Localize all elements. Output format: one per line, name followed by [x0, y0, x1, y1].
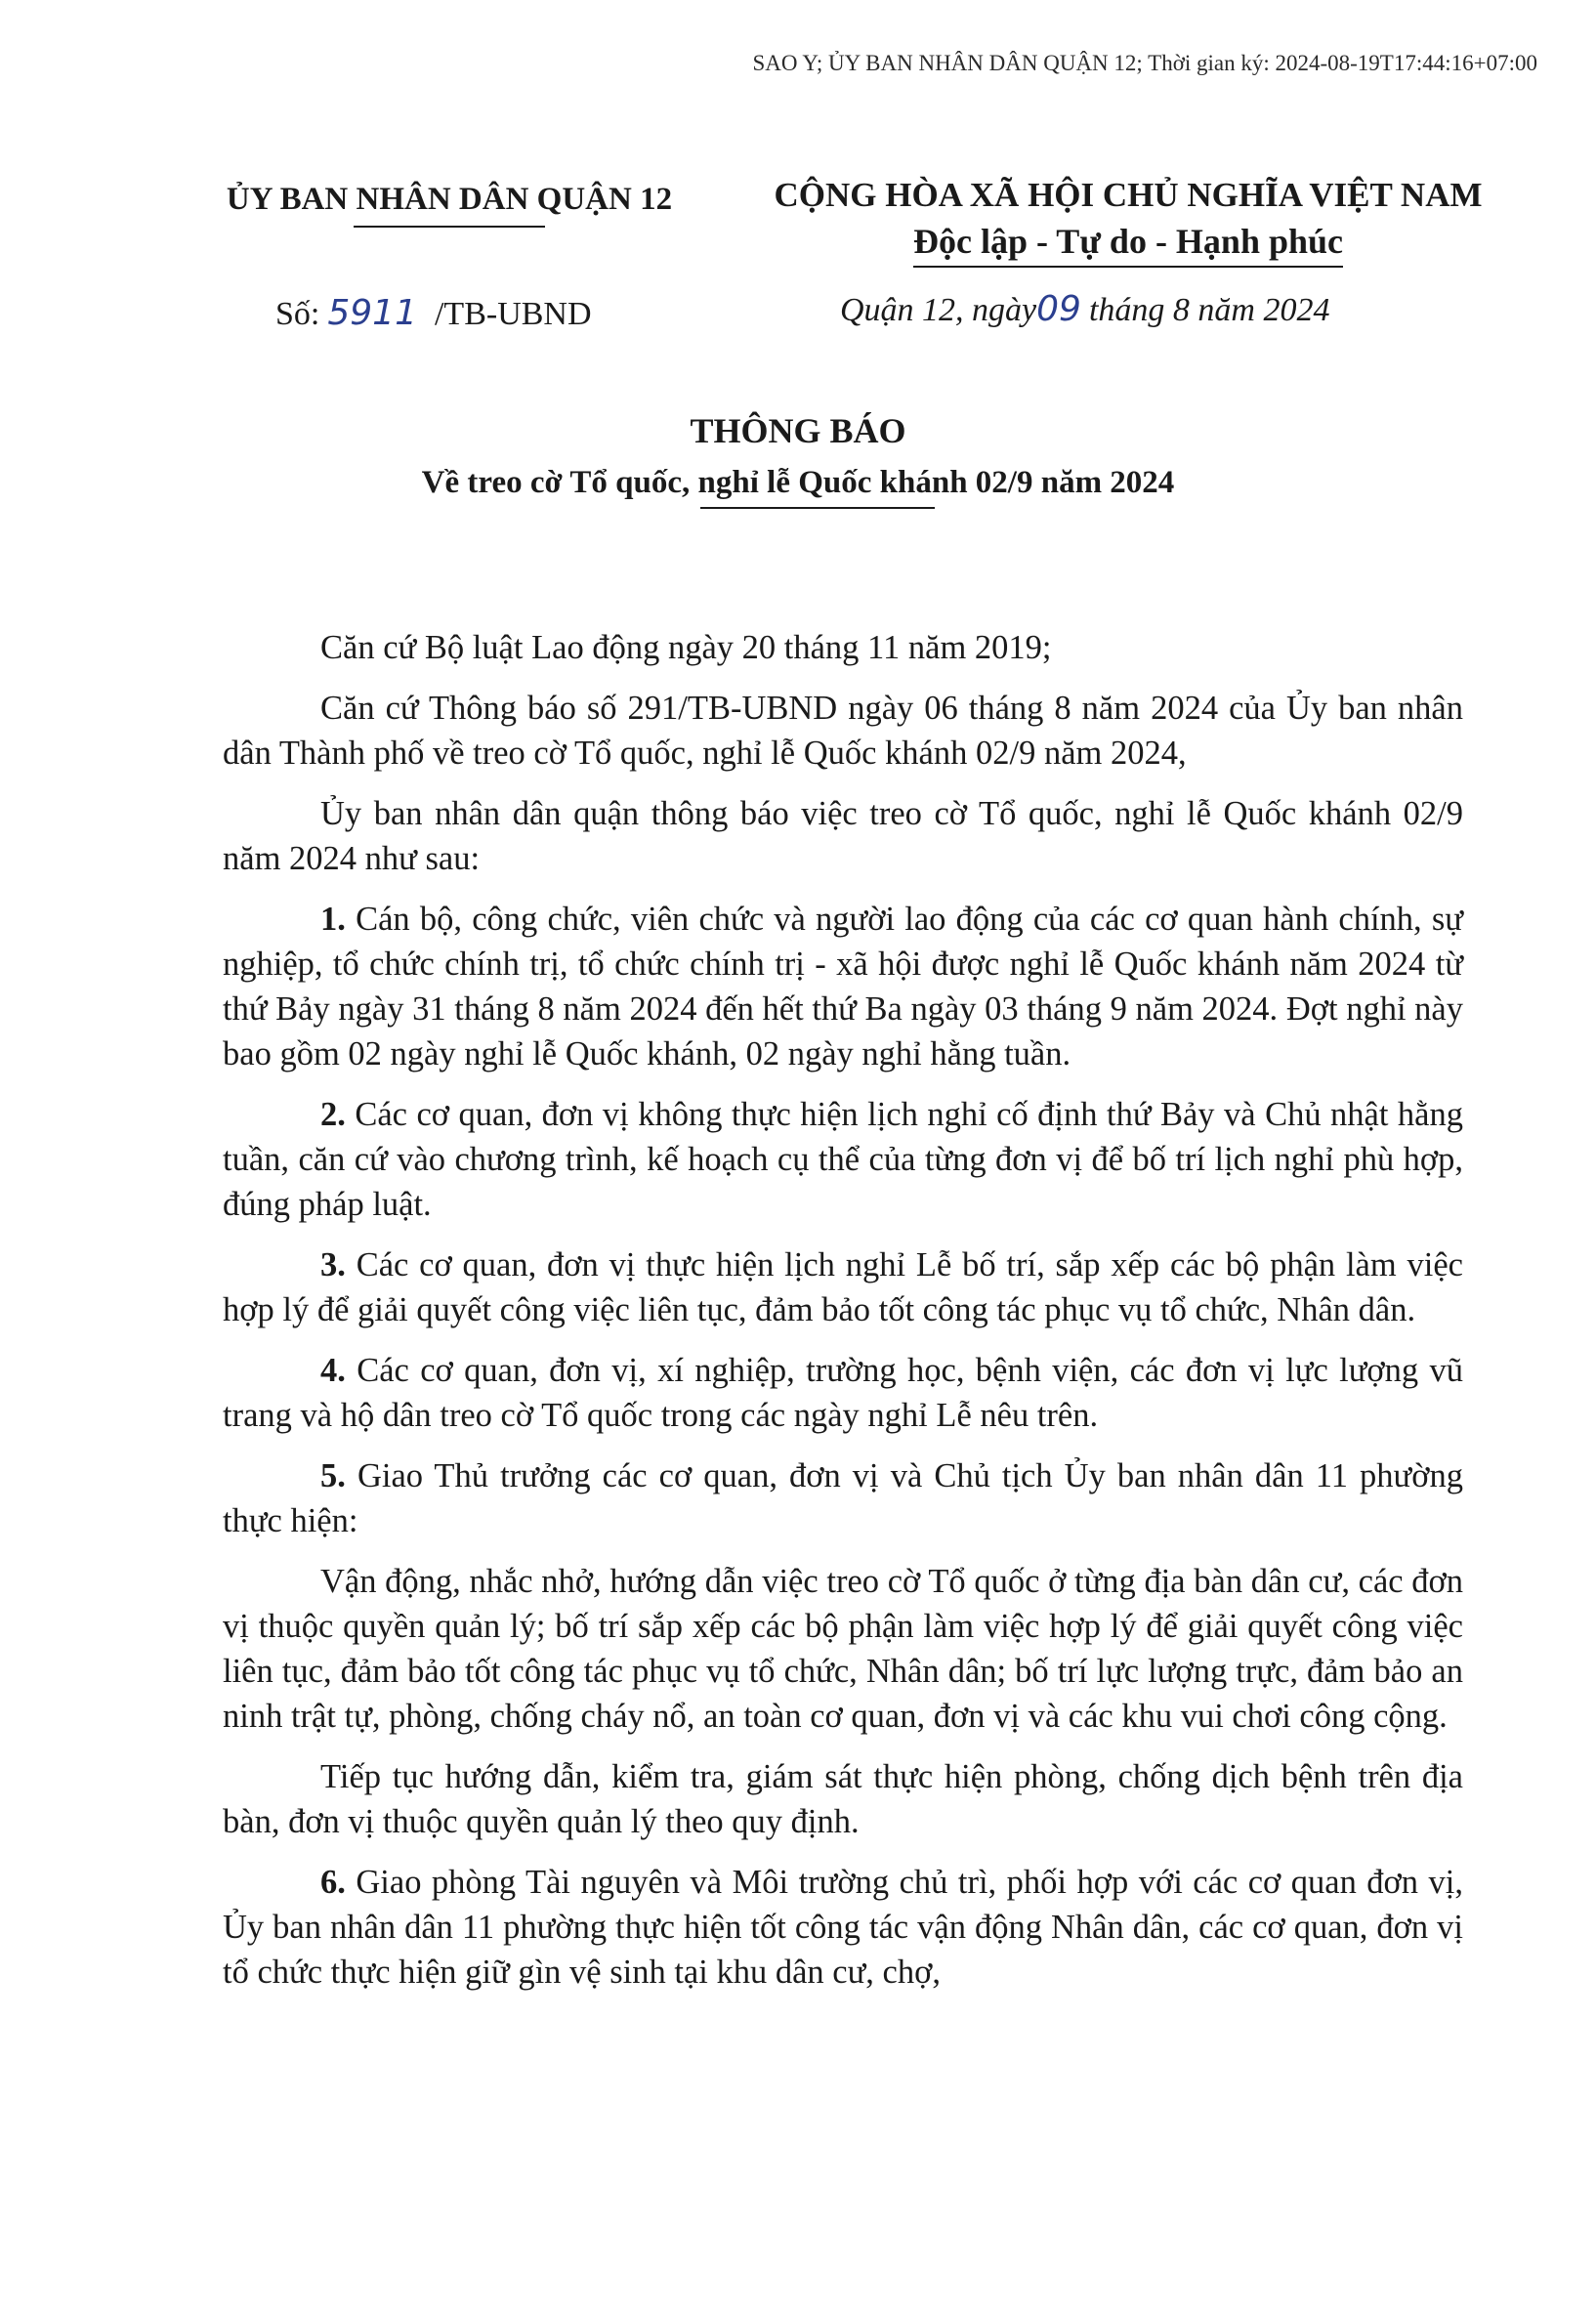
title-underline — [700, 507, 935, 509]
paragraph: Tiếp tục hướng dẫn, kiểm tra, giám sát thực hiện phòng, chống dịch bệnh trên địa bàn, đơn vị thuộc quyền quản lý theo quy định. — [223, 1758, 1463, 1840]
number-label: Số: — [275, 296, 320, 332]
paragraph: 6. Giao phòng Tài nguyên và Môi trường chủ trì, phối hợp với các cơ quan đơn vị, Ủy ban nhân dân 11 phường thực hiện tốt công tác vận động Nhân dân, các cơ quan, đơn vị tổ chức thực hiện giữ gìn vệ sinh tại khu dân cư, chợ, — [223, 1864, 1464, 1991]
paragraph: Vận động, nhắc nhở, hướng dẫn việc treo cờ Tổ quốc ở từng địa bàn dân cư, các đơn vị thuộc quyền quản lý; bố trí sắp xếp các bộ phận làm việc hợp lý để giải quyết công việc liên tục, đảm bảo tốt công tác phục vụ tổ chức, Nhân dân; bố trí lực lượng trực, đảm bảo an ninh trật tự, phòng, chống cháy nổ, an toàn cơ quan, đơn vị và các khu vui chơi công cộng. — [223, 1563, 1463, 1735]
nation-name: CỘNG HÒA XÃ HỘI CHỦ NGHĨA VIỆT NAM — [774, 176, 1483, 214]
national-motto — [723, 176, 1533, 268]
number-suffix: /TB-UBND — [434, 296, 592, 332]
document-body — [223, 625, 1463, 2010]
paragraph: Căn cứ Bộ luật Lao động ngày 20 tháng 11 năm 2019; — [320, 629, 1052, 666]
paragraph: 2. Các cơ quan, đơn vị không thực hiện lịch nghỉ cố định thứ Bảy và Chủ nhật hằng tuần, căn cứ vào chương trình, kế hoạch cụ thể của từng đơn vị để bố trí lịch nghỉ phù hợp, đúng pháp luật. — [223, 1096, 1463, 1223]
paragraph: 1. Cán bộ, công chức, viên chức và người lao động của các cơ quan hành chính, sự nghiệp, tổ chức chính trị, tổ chức chính trị - xã hội được nghỉ lễ Quốc khánh năm 2024 từ thứ Bảy ngày 31 tháng 8 năm 2024 đến hết thứ Ba ngày 03 tháng 9 năm 2024. Đợt nghỉ này bao gồm 02 ngày nghỉ lễ Quốc khánh, 02 ngày nghỉ hằng tuần. — [223, 901, 1463, 1072]
paragraph: Ủy ban nhân dân quận thông báo việc treo cờ Tổ quốc, nghỉ lễ Quốc khánh 02/9 năm 2024 như sau: — [223, 795, 1463, 877]
title-main: THÔNG BÁO — [690, 411, 906, 450]
issuing-organization — [176, 182, 723, 228]
document-number — [275, 293, 592, 333]
number-handwritten: 5911 — [327, 293, 417, 333]
place-prefix: Quận 12, ngày — [840, 292, 1037, 328]
paragraph: Căn cứ Thông báo số 291/TB-UBND ngày 06 tháng 8 năm 2024 của Ủy ban nhân dân Thành phố về treo cờ Tổ quốc, nghỉ lễ Quốc khánh 02/9 năm 2024, — [223, 690, 1463, 772]
motto: Độc lập - Tự do - Hạnh phúc — [913, 221, 1343, 268]
org-name: ỦY BAN NHÂN DÂN QUẬN 12 — [226, 182, 673, 217]
paragraph: 5. Giao Thủ trưởng các cơ quan, đơn vị và Chủ tịch Ủy ban nhân dân 11 phường thực hiện: — [223, 1457, 1463, 1539]
paragraph: 3. Các cơ quan, đơn vị thực hiện lịch nghỉ Lễ bố trí, sắp xếp các bộ phận làm việc hợp lý để giải quyết công việc liên tục, đảm bảo tốt công tác phục vụ tổ chức, Nhân dân. — [223, 1246, 1463, 1328]
document-title — [0, 410, 1596, 509]
org-underline — [354, 226, 545, 228]
day-handwritten: 09 — [1036, 289, 1081, 329]
digital-signature-line: SAO Y; ỦY BAN NHÂN DÂN QUẬN 12; Thời gian ký: 2024-08-19T17:44:16+07:00 — [752, 51, 1537, 75]
paragraph: 4. Các cơ quan, đơn vị, xí nghiệp, trường học, bệnh viện, các đơn vị lực lượng vũ trang và hộ dân treo cờ Tổ quốc trong các ngày nghỉ Lễ nêu trên. — [223, 1352, 1463, 1434]
place-suffix: tháng 8 năm 2024 — [1088, 292, 1330, 328]
title-subject: Về treo cờ Tổ quốc, nghỉ lễ Quốc khánh 02/9 năm 2024 — [421, 465, 1175, 500]
place-date — [840, 289, 1329, 329]
